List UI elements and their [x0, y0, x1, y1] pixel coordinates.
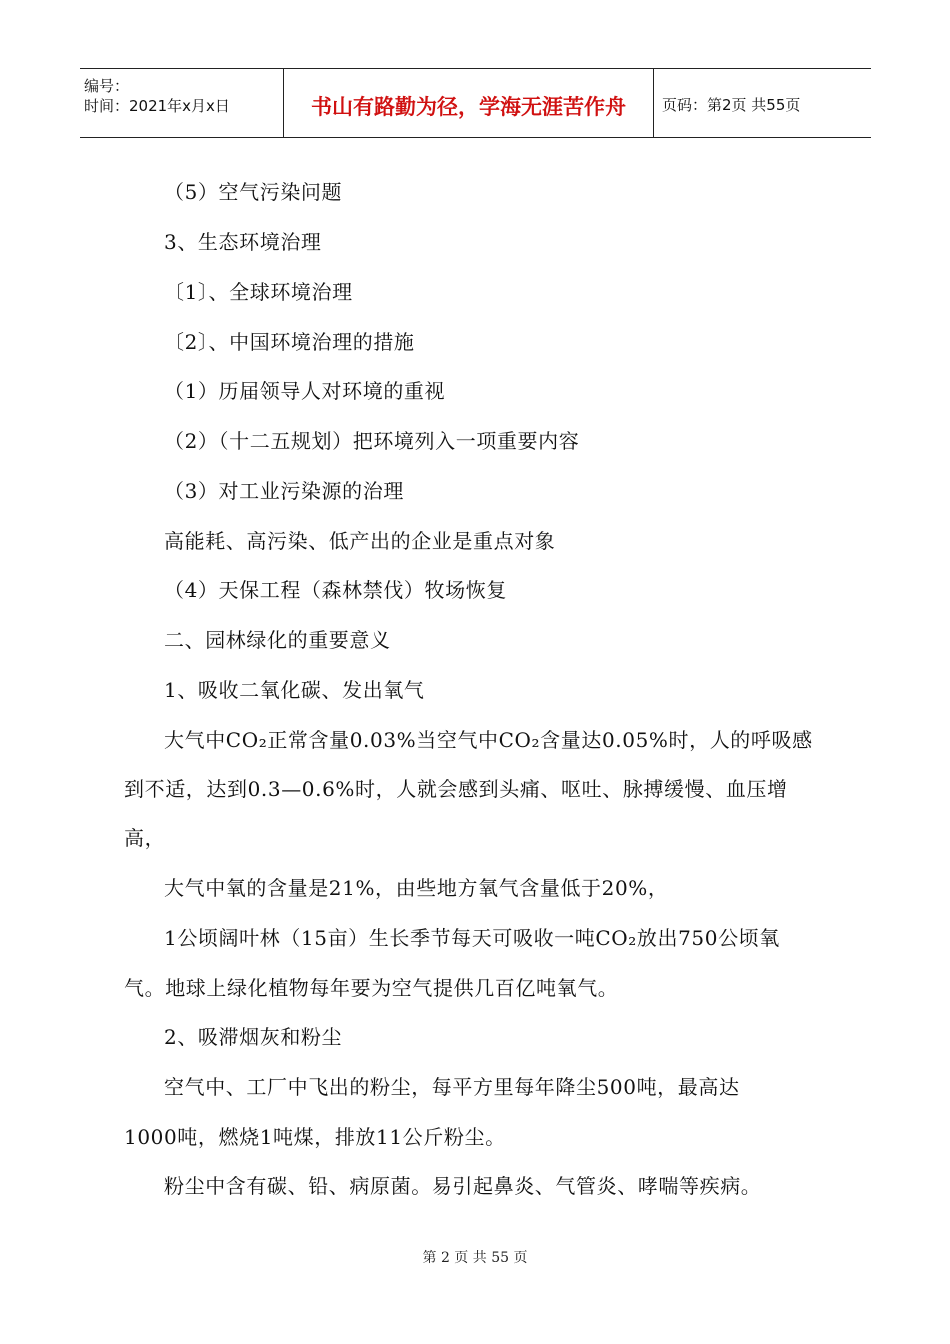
text-line: 大气中CO₂正常含量0.03%当空气中CO₂含量达0.05%时，人的呼吸感	[164, 728, 813, 752]
text-line: 粉尘中含有碳、铅、病原菌。易引起鼻炎、气管炎、哮喘等疾病。	[164, 1174, 762, 1198]
text-line: 空气中、工厂中飞出的粉尘，每平方里每年降尘500吨，最高达	[164, 1075, 740, 1099]
header-table	[80, 68, 871, 138]
text-line: 3、生态环境治理	[164, 230, 322, 254]
text-line: 到不适，达到0.3—0.6%时，人就会感到头痛、呕吐、脉搏缓慢、血压增	[124, 777, 788, 801]
text-line: 2、吸滞烟灰和粉尘	[164, 1025, 343, 1049]
text-line: 二、园林绿化的重要意义	[164, 628, 391, 652]
text-line: 〔2〕、中国环境治理的措施	[164, 330, 415, 354]
header-left-cell	[80, 69, 284, 137]
page-footer: 第 2 页 共 55 页	[422, 1250, 528, 1266]
text-line: （4）天保工程（森林禁伐）牧场恢复	[164, 578, 507, 602]
motto: 书山有路勤为径，学海无涯苦作舟	[311, 95, 626, 119]
header-right-cell	[654, 69, 871, 137]
header-motto-cell	[284, 69, 654, 137]
text-line: （2）（十二五规划）把环境列入一项重要内容	[164, 429, 580, 453]
text-line: 高，	[124, 826, 166, 850]
text-line: 1、吸收二氧化碳、发出氧气	[164, 678, 425, 702]
text-line: 1000吨，燃烧1吨煤，排放11公斤粉尘。	[124, 1125, 506, 1149]
text-line: 气。地球上绿化植物每年要为空气提供几百亿吨氧气。	[124, 976, 619, 1000]
text-line: 高能耗、高污染、低产出的企业是重点对象	[164, 529, 556, 553]
page-code: 页码：第2页 共55页	[662, 96, 801, 114]
text-line: （3）对工业污染源的治理	[164, 479, 404, 503]
text-line: （1）历届领导人对环境的重视	[164, 379, 446, 403]
text-line: 〔1〕、全球环境治理	[164, 280, 353, 304]
text-line: 大气中氧的含量是21%，由些地方氧气含量低于20%，	[164, 876, 669, 900]
text-line: （5）空气污染问题	[164, 180, 343, 204]
date-label: 时间：2021年x月x日	[84, 97, 230, 115]
number-label: 编号：	[84, 77, 130, 95]
text-line: 1公顷阔叶林（15亩）生长季节每天可吸收一吨CO₂放出750公顷氧	[164, 926, 780, 950]
